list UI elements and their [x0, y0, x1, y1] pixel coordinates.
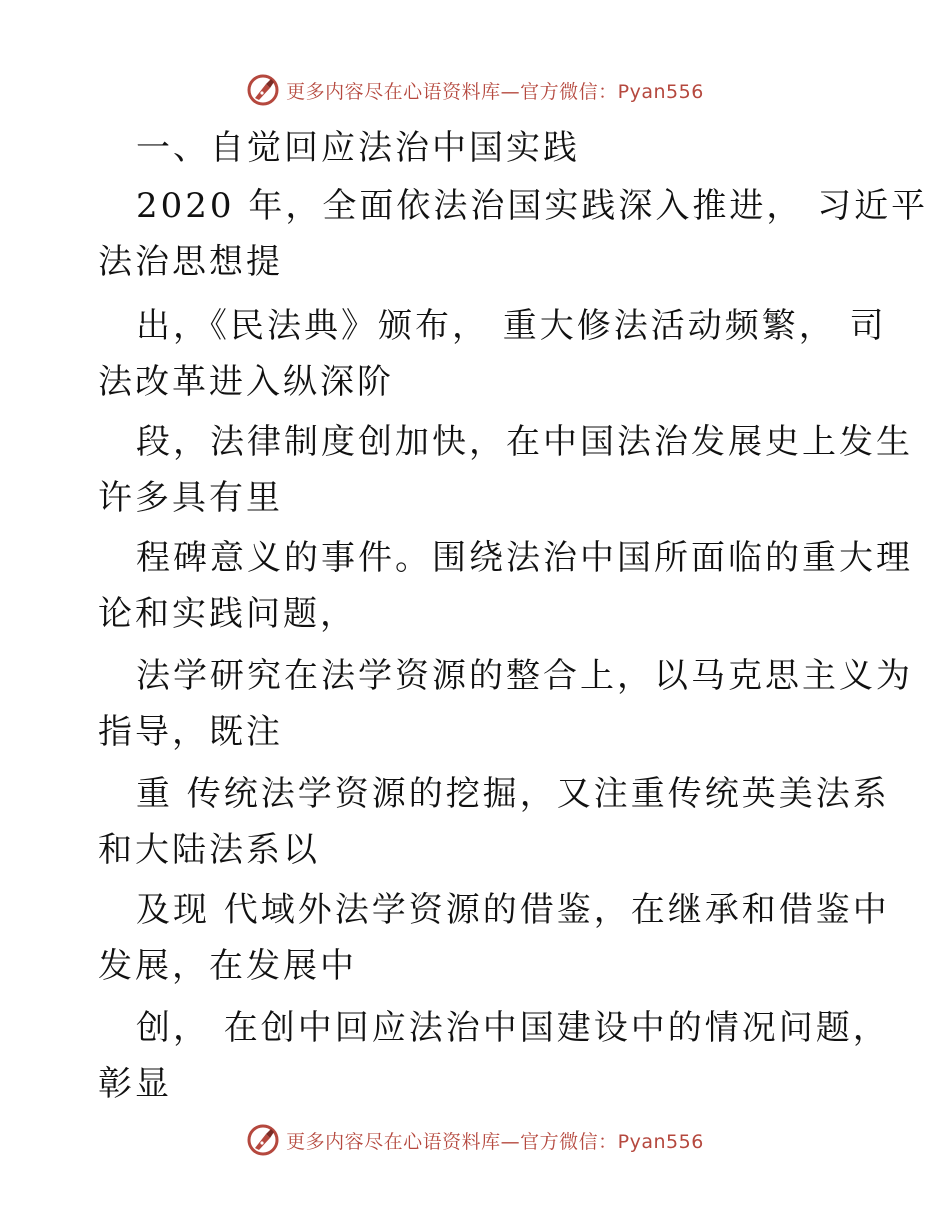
pen-nib-logo-icon	[246, 73, 280, 107]
paragraph-line: 和大陆法系以	[98, 830, 320, 870]
paragraph-line: 法治思想提	[98, 242, 283, 282]
banner-text: 更多内容尽在心语资料库—官方微信：Pyan556	[286, 1130, 704, 1153]
paragraph-line: 发展，在发展中	[98, 946, 357, 986]
paragraph-line: 许多具有里	[98, 478, 283, 518]
paragraph-line: 法改革进入纵深阶	[98, 362, 394, 402]
pen-nib-logo-icon	[246, 1123, 280, 1157]
banner-text: 更多内容尽在心语资料库—官方微信：Pyan556	[286, 80, 704, 103]
paragraph-line: 重 传统法学资源的挖掘，又注重传统英美法系	[136, 774, 890, 814]
paragraph-line: 出，《民法典》颁布， 重大修法活动频繁， 司	[136, 306, 887, 346]
paragraph-line: 程碑意义的事件。围绕法治中国所面临的重大理	[136, 538, 913, 578]
paragraph-line: 彰显	[98, 1064, 172, 1104]
paragraph-line: 论和实践问题，	[98, 594, 357, 634]
section-heading: 一、自觉回应法治中国实践	[136, 128, 580, 168]
paragraph-line: 段，法律制度创加快，在中国法治发展史上发生	[136, 422, 913, 462]
paragraph-line: 创， 在创中回应法治中国建设中的情况问题，	[136, 1008, 890, 1048]
paragraph-line: 指导，既注	[98, 712, 283, 752]
footer-banner	[0, 1120, 950, 1160]
paragraph-line: 2020 年，全面依法治国实践深入推进， 习近平	[136, 186, 929, 226]
header-banner	[0, 70, 950, 110]
paragraph-line: 法学研究在法学资源的整合上，以马克思主义为	[136, 656, 913, 696]
paragraph-line: 及现 代域外法学资源的借鉴，在继承和借鉴中	[136, 890, 890, 930]
